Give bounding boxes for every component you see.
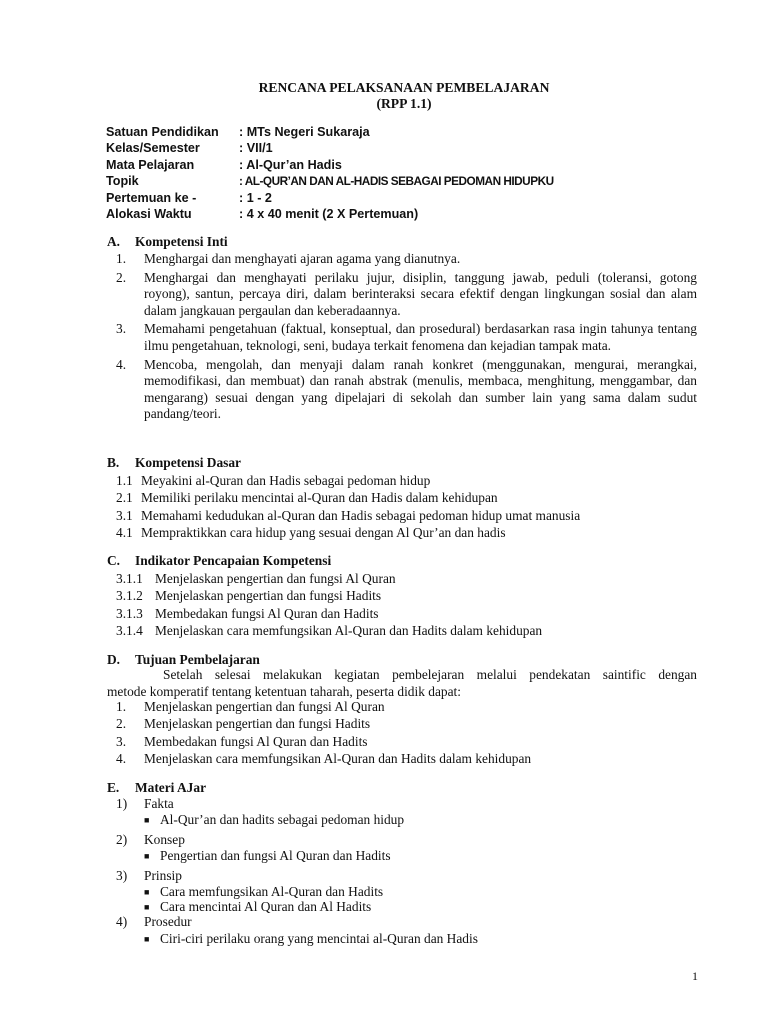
bullet-text: Pengertian dan fungsi Al Quran dan Hadits [160, 848, 391, 864]
section-letter: A. [107, 234, 121, 249]
item-text: Menjelaskan pengertian dan fungsi Hadits [144, 716, 371, 732]
bullet-icon: ■ [144, 933, 150, 944]
section-letter: B. [107, 455, 120, 470]
meta-value: : VII/1 [239, 141, 273, 156]
tujuan-intro [107, 667, 697, 700]
list-item [107, 733, 531, 750]
bullet-text: Al-Qur’an dan hadits sebagai pedoman hidup [160, 812, 405, 828]
item-text: Menjelaskan cara memfungsikan Al-Quran dan Hadits dalam kehidupan [155, 623, 543, 639]
section-title: Tujuan Pembelajaran [135, 652, 260, 667]
section-title: Kompetensi Dasar [135, 455, 242, 470]
bullet-icon: ■ [144, 851, 150, 862]
item-number: 2. [116, 269, 127, 285]
list-item [116, 524, 580, 541]
item-number: 1. [116, 251, 127, 266]
bullet-item [116, 931, 478, 947]
list-item [116, 622, 542, 639]
item-text: Membedakan fungsi Al Quran dan Hadits [144, 733, 368, 749]
item-text: Menjelaskan pengertian dan fungsi Al Quran [155, 571, 396, 586]
item-number: 4. [116, 751, 127, 767]
item-number: 2. [116, 716, 127, 732]
item-text: Menjelaskan pengertian dan fungsi Al Quran [144, 699, 385, 714]
item-number: 2) [116, 831, 128, 847]
category-title: Fakta [144, 796, 174, 811]
section-title: Kompetensi Inti [135, 234, 228, 249]
tujuan-list [107, 698, 531, 768]
meta-row-kelas [106, 140, 554, 156]
item-text: Mencoba, mengolah, dan menyaji dalam ranah konkret (menggunakan, mengurai, merangkai, memodifikasi, dan membuat) dan ranah abstrak (menulis, membaca, menghitung, menggambar, dan mengarang) sesuai dengan yang dipelajari di sekolah dan sumber lain yang sama dalam sudut pandang/teori. [144, 356, 697, 422]
meta-value: : Al-Qur’an Hadis [239, 157, 342, 172]
section-letter: D. [107, 652, 121, 667]
item-text: Memahami pengetahuan (faktual, konseptual, dan prosedural) berdasarkan rasa ingin tahunya tentang ilmu pengetahuan, teknologi, seni, budaya terkait fenomena dan kejadian tampak mata. [144, 321, 697, 353]
meta-value: : MTs Negeri Sukaraja [239, 125, 370, 139]
bullet-icon: ■ [144, 815, 150, 826]
item-number: 3.1.2 [116, 588, 143, 604]
category-title: Konsep [144, 831, 185, 847]
materi-category [116, 832, 478, 848]
meta-value: : AL-QUR’AN DAN AL-HADIS SEBAGAI PEDOMAN HIDUPKU [239, 174, 554, 189]
document-title: RENCANA PELAKSANAAN PEMBELAJARAN [258, 80, 550, 95]
section-title: Indikator Pencapaian Kompetensi [135, 553, 332, 568]
list-item [116, 489, 580, 506]
section-heading-materi [107, 780, 206, 797]
item-number: 4.1 [116, 524, 133, 540]
bullet-text: Cara memfungsikan Al-Quran dan Hadits [160, 883, 384, 899]
indikator-list [116, 570, 542, 640]
item-text: Menghargai dan menghayati ajaran agama yang dianutnya. [144, 251, 461, 266]
item-text: Membedakan fungsi Al Quran dan Hadits [155, 605, 379, 621]
list-item [116, 587, 542, 604]
section-letter: C. [107, 553, 121, 568]
section-title: Materi AJar [135, 780, 207, 795]
section-heading-kompetensi-inti [107, 234, 228, 251]
materi-list [116, 796, 478, 947]
category-title: Prosedur [144, 914, 192, 930]
page-number: 1 [692, 969, 698, 983]
meta-key: Kelas/Semester [106, 141, 200, 156]
meta-row-pertemuan [106, 190, 554, 206]
section-letter: E. [107, 780, 120, 795]
meta-value: : 1 - 2 [239, 190, 272, 205]
materi-category [116, 796, 478, 812]
item-text: Memahami kedudukan al-Quran dan Hadis sebagai pedoman hidup umat manusia [141, 507, 581, 523]
bullet-icon: ■ [144, 902, 150, 913]
meta-row-topik [106, 173, 554, 189]
item-number: 3. [116, 321, 127, 337]
item-number: 3.1.4 [116, 623, 143, 639]
materi-category [116, 868, 478, 884]
intro-line: metode komperatif tentang ketentuan taharah, peserta didik dapat: [107, 683, 461, 699]
bullet-text: Ciri-ciri perilaku orang yang mencintai al-Quran dan Hadis [160, 930, 478, 946]
list-item [107, 251, 697, 268]
item-text: Meyakini al-Quran dan Hadis sebagai pedoman hidup [141, 473, 431, 488]
meta-value: : 4 x 40 menit (2 X Pertemuan) [239, 206, 419, 221]
list-item [107, 698, 531, 715]
list-item [116, 605, 542, 622]
list-item [107, 715, 531, 732]
meta-row-alokasi [106, 206, 554, 222]
kompetensi-dasar-list [116, 472, 580, 541]
meta-row-satuan [106, 124, 554, 140]
list-item [107, 321, 697, 354]
list-item [116, 570, 542, 587]
category-title: Prinsip [144, 867, 182, 883]
meta-key: Alokasi Waktu [106, 206, 192, 221]
meta-row-mapel [106, 157, 554, 173]
materi-category [116, 914, 478, 930]
meta-key: Pertemuan ke - [106, 190, 197, 205]
item-number: 1. [116, 699, 127, 714]
kompetensi-inti-list [107, 251, 697, 423]
item-text: Menjelaskan pengertian dan fungsi Hadits [155, 588, 382, 604]
item-number: 3. [116, 733, 127, 749]
item-number: 1) [116, 796, 128, 811]
item-number: 3) [116, 867, 128, 883]
bullet-item [116, 812, 478, 828]
bullet-item [116, 884, 478, 900]
intro-line: Setelah selesai melakukan kegiatan pembelejaran melalui pendekatan saintific dengan [163, 667, 697, 682]
meta-key: Topik [106, 174, 139, 189]
item-number: 3.1.1 [116, 571, 143, 586]
item-text: Menjelaskan cara memfungsikan Al-Quran dan Hadits dalam kehidupan [144, 751, 532, 767]
bullet-item [116, 848, 478, 864]
item-text: Memiliki perilaku mencintai al-Quran dan Hadis dalam kehidupan [141, 490, 498, 506]
document-subtitle: (RPP 1.1) [376, 96, 432, 111]
item-text: Menghargai dan menghayati perilaku jujur, disiplin, tanggung jawab, peduli (toleransi, gotong royong), santun, percaya diri, dalam berinteraksi secara efektif dengan lingkungan sosial dan alam dalam jangkauan pergaulan dan keberadaannya. [144, 269, 697, 318]
meta-key: Satuan Pendidikan [106, 125, 219, 139]
list-item [116, 507, 580, 524]
list-item [107, 750, 531, 767]
item-number: 3.1.3 [116, 605, 143, 621]
list-item [107, 270, 697, 320]
item-number: 4. [116, 356, 127, 372]
bullet-item [116, 900, 478, 914]
item-number: 3.1 [116, 507, 133, 523]
item-text: Mempraktikkan cara hidup yang sesuai dengan Al Qur’an dan hadis [141, 524, 506, 540]
item-number: 1.1 [116, 473, 133, 488]
list-item [107, 357, 697, 423]
list-item [116, 472, 580, 489]
bullet-text: Cara mencintai Al Quran dan Al Hadits [160, 899, 372, 915]
identity-table [106, 124, 554, 222]
meta-key: Mata Pelajaran [106, 157, 195, 172]
bullet-icon: ■ [144, 886, 150, 897]
section-heading-indikator [107, 553, 331, 570]
item-number: 4) [116, 914, 128, 930]
section-heading-kompetensi-dasar [107, 455, 241, 472]
item-number: 2.1 [116, 490, 133, 506]
